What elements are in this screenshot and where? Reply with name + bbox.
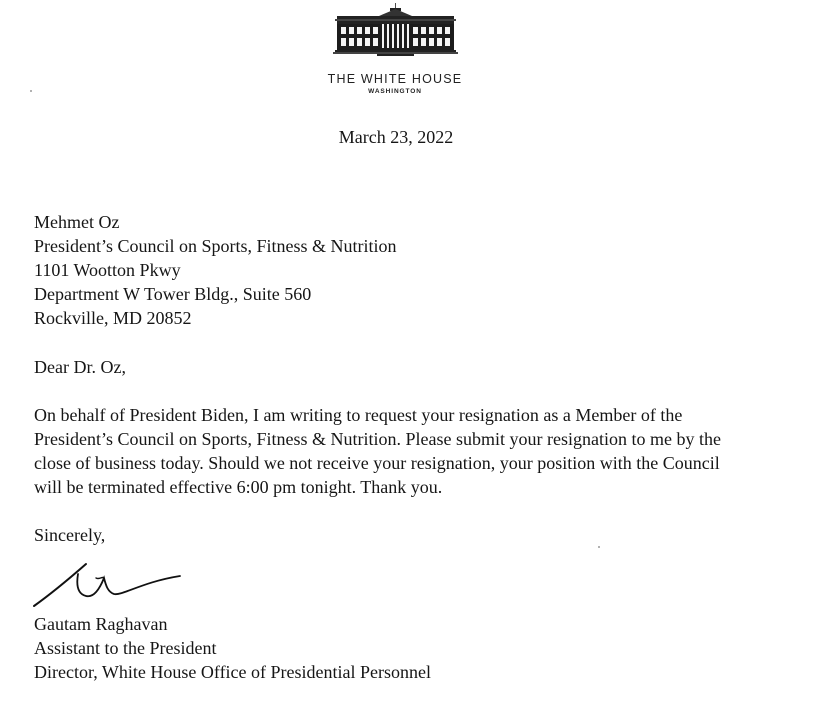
body-line: President’s Council on Sports, Fitness & Nutrition. Please submit your resignation to me by the <box>34 429 721 449</box>
recipient-street: 1101 Wootton Pkwy <box>34 260 181 280</box>
white-house-building-icon <box>333 2 458 56</box>
handwritten-signature <box>30 560 190 616</box>
body-line: will be terminated effective 6:00 pm tonight. Thank you. <box>34 477 443 497</box>
recipient-name: Mehmet Oz <box>34 212 120 232</box>
salutation: Dear Dr. Oz, <box>34 357 126 377</box>
letterhead-city: WASHINGTON <box>368 88 422 95</box>
letterhead-organization: THE WHITE HOUSE <box>327 72 463 86</box>
scan-speck <box>30 90 32 92</box>
letter-body-paragraph <box>34 403 721 499</box>
recipient-city-line: Rockville, MD 20852 <box>34 308 192 328</box>
recipient-building: Department W Tower Bldg., Suite 560 <box>34 284 312 304</box>
signer-title: Director, White House Office of Presidential Personnel <box>34 662 432 682</box>
signer-block <box>34 612 431 684</box>
body-line: close of business today. Should we not receive your resignation, your position with the Council <box>34 453 720 473</box>
closing: Sincerely, <box>34 525 106 545</box>
scan-speck <box>598 546 600 548</box>
letter-date: March 23, 2022 <box>338 127 454 147</box>
body-line: On behalf of President Biden, I am writing to request your resignation as a Member of the <box>34 405 683 425</box>
signer-title: Assistant to the President <box>34 638 217 658</box>
signer-name: Gautam Raghavan <box>34 614 168 634</box>
recipient-organization: President’s Council on Sports, Fitness & Nutrition <box>34 236 397 256</box>
recipient-address-block <box>34 210 397 330</box>
